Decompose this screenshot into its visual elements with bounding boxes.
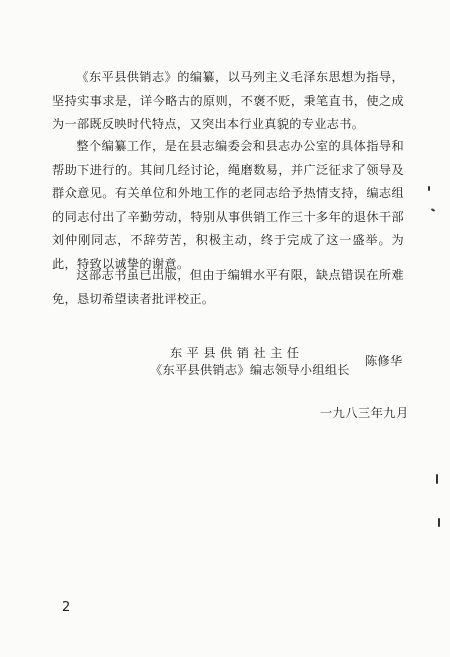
document-date: 一九八三年九月 — [320, 406, 409, 420]
scan-mark — [431, 208, 435, 212]
paragraph-text: 《东平县供销志》的编纂，以马列主义毛泽东思想为指导，坚持实事求是，详今略古的原则，不褒不贬，秉笔直书，使之成为一部既反映时代特点，又突出本行业真貌的专业志书。 — [52, 70, 404, 131]
paragraph-text: 整个编纂工作，是在县志编委会和县志办公室的具体指导和帮助下进行的。其间几经讨论，绳磨数易，并广泛征求了领导及群众意见。有关单位和外地工作的老同志给予热情支持，编志组的同志付出了辛勤劳动，特别从事供销工作三十多年的退休干部刘仲刚同志，不辞劳苦，积极主动，终于完成了这一盛举。为此，特致以诚挚的谢意。 — [52, 139, 404, 271]
paragraph-2 — [52, 135, 404, 276]
signature-name: 陈修华 — [365, 354, 403, 368]
paragraph-1 — [52, 66, 404, 137]
scan-mark — [436, 474, 438, 484]
signature-role-line: 《东平县供销志》编志领导小组组长 — [150, 363, 350, 377]
signature-title-line: 东平县供销社主任 — [170, 346, 304, 360]
paragraph-3 — [52, 264, 404, 311]
page-number: 2 — [62, 600, 71, 615]
scan-mark — [438, 518, 440, 527]
paragraph-text: 这部志书虽已出版，但由于编辑水平有限，缺点错误在所难免，恳切希望读者批评校正。 — [52, 268, 404, 306]
scan-mark — [428, 186, 430, 191]
